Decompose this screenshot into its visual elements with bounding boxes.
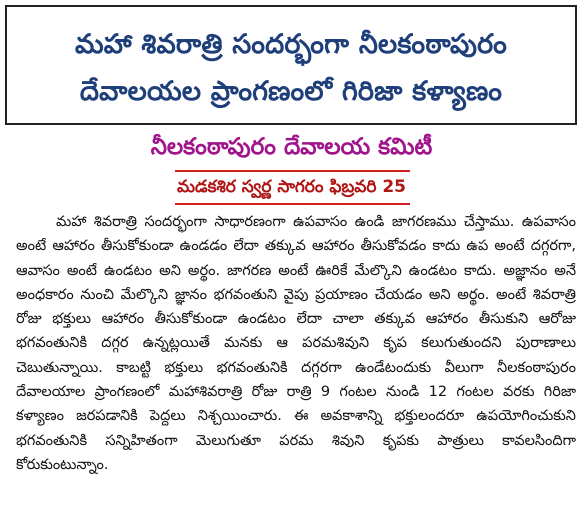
dateline: మడకశిర స్వర్ణ సాగరం ఫిబ్రవరి 25 xyxy=(177,177,406,197)
dateline-bottom-rule xyxy=(175,203,410,205)
headline-line-1: మహా శివరాత్రి సందర్భంగా నీలకంఠాపురం xyxy=(74,29,508,60)
dateline-top-rule xyxy=(175,170,410,172)
byline: నీలకంఠాపురం దేవాలయ కమిటీ xyxy=(150,134,433,160)
article-body: మహా శివరాత్రి సందర్భంగా సాధారణంగా ఉపవాసం ఉండి జాగరణము చేస్తాము. ఉపవాసం అంటే ఆహారం తీసుకోకుండా ఉండడం లేదా తక్కువ ఆహారం తీసుకోవడం కాదు ఉప అంటే దగ్గరగా, ఆవాసం అంటే ఉండటం అని అర్థం. జాగరణ అంటే ఊరికే మేల్కొని ఉండటం కాదు. అజ్ఞానం అనే అంధకారం నుంచి మేల్కొని జ్ఞానం భగవంతుని వైపు ప్రయాణం చేయడం అని అర్థం. అంటే శివరాత్రి రోజు భక్తులు ఆహారం తీసుకోకుండా ఉండటం లేదా చాలా తక్కువ ఆహారం తీసుకుని ఆరోజు భగవంతునికి దగ్గర ఉన్నట్లయితే మనకు ఆ పరమశివుని కృప కలుగుతుందని పురాణాలు చెబుతున్నాయి. కాబట్టి భక్తులు భగవంతునికి దగ్గరగా ఉండేటందుకు వీలుగా నీలకంఠాపురం దేవాలయాల ప్రాంగణంలో మహాశివరాత్రి రోజు రాత్రి 9 గంటల నుండి 12 గంటల వరకు గిరిజా కళ్యాణం జరపడానికి పెద్దలు నిశ్చయించారు. ఈ అవకాశాన్ని భక్తులందరూ ఉపయోగించుకుని భగవంతునికి సన్నిహితంగా మెలుగుతూ పరమ శివుని కృపకు పాత్రులు కావలసిందిగా కోరుకుంటున్నాం. xyxy=(16,214,576,473)
headline-line-2: దేవాలయల ప్రాంగణంలో గిరిజా కళ్యాణం xyxy=(79,76,503,107)
headline-box xyxy=(5,5,577,125)
